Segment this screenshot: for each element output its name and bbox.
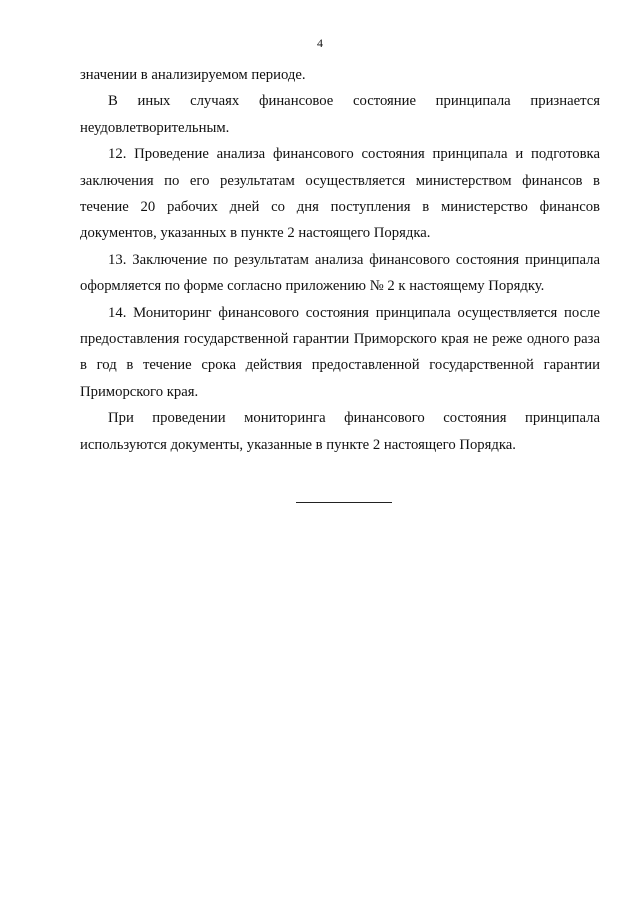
paragraph-continuation: значении в анализируемом периоде. (80, 67, 306, 83)
paragraph-other-cases: В иных случаях финансовое состояние принципала признается неудовлетворительным. (80, 93, 600, 136)
paragraph-14: 14. Мониторинг финансового состояния принципала осуществляется после предоставления государственной гарантии Приморского края не реже одного раза в год в течение срока действия предоставленной государственной гарантии Приморского края. (80, 304, 600, 400)
paragraph-12: 12. Проведение анализа финансового состояния принципала и подготовка заключения по его результатам осуществляется министерством финансов в течение 20 рабочих дней со дня поступления в министерство финансов документов, указанных в пункте 2 настоящего Порядка. (80, 146, 600, 242)
page-number: 4 (317, 36, 323, 50)
end-divider-line (296, 502, 392, 503)
paragraph-monitoring-documents: При проведении мониторинга финансового состояния принципала используются документы, указанные в пункте 2 настоящего Порядка. (80, 410, 600, 453)
document-body (80, 62, 600, 458)
paragraph-13: 13. Заключение по результатам анализа финансового состояния принципала оформляется по форме согласно приложению № 2 к настоящему Порядку. (80, 251, 600, 295)
